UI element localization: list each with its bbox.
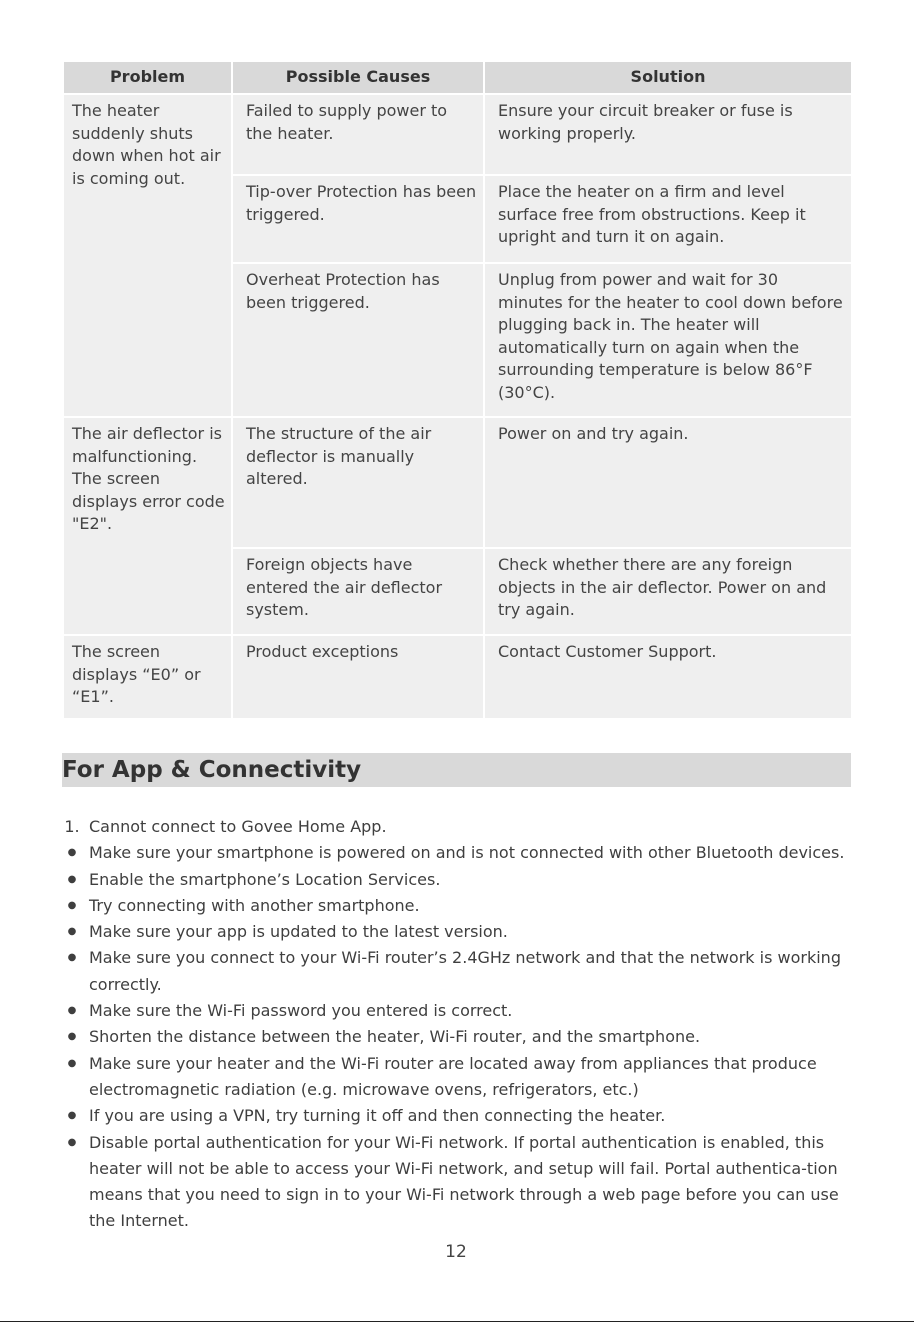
solution-cell: Unplug from power and wait for 30 minutes for the heater to cool down before plugging back in. The heater will automatically turn on again when the surrounding temperature is below 86°F (30°C).: [484, 263, 852, 417]
cause-cell: Overheat Protection has been triggered.: [232, 263, 484, 417]
list-item-text: Make sure your heater and the Wi-Fi router are located away from appliances that produce electromagnetic radiation (e.g. microwave ovens, refrigerators, etc.): [89, 1053, 817, 1099]
solution-cell: Ensure your circuit breaker or fuse is working properly.: [484, 94, 852, 175]
cause-cell: Failed to supply power to the heater.: [232, 94, 484, 175]
list-heading-text: Cannot connect to Govee Home App.: [89, 817, 387, 836]
table-row: [63, 94, 852, 175]
header-solution: Solution: [484, 62, 852, 94]
list-item-heading: [62, 814, 852, 840]
section-title: For App & Connectivity: [62, 753, 851, 787]
bullet-icon: ●: [67, 899, 77, 911]
bullet-icon: ●: [67, 952, 77, 964]
solution-cell: Check whether there are any foreign objects in the air deflector. Power on and try again.: [484, 548, 852, 635]
list-item-text: If you are using a VPN, try turning it off and then connecting the heater.: [89, 1106, 666, 1126]
list-item: [62, 840, 852, 866]
list-item: [62, 1130, 852, 1235]
list-item: [62, 919, 852, 945]
list-item-text: Make sure your smartphone is powered on and is not connected with other Bluetooth devices.: [89, 843, 845, 863]
list-item: [62, 1024, 852, 1050]
list-item: [62, 945, 852, 998]
problem-cell: The heater suddenly shuts down when hot air is coming out.: [63, 94, 232, 417]
page-number: 12: [445, 1242, 467, 1262]
table-header-row: [63, 62, 852, 94]
header-problem: Problem: [63, 62, 232, 94]
list-item-text: Try connecting with another smartphone.: [89, 895, 420, 915]
connectivity-list: [62, 814, 852, 1235]
list-item-text: Shorten the distance between the heater, Wi-Fi router, and the smartphone.: [89, 1027, 701, 1047]
bullet-icon: ●: [67, 1005, 77, 1017]
list-item-text: Make sure you connect to your Wi-Fi router’s 2.4GHz network and that the network is working correctly.: [89, 948, 841, 994]
bullet-icon: ●: [67, 1057, 77, 1069]
cause-cell: Tip-over Protection has been triggered.: [232, 175, 484, 263]
list-item-text: Enable the smartphone’s Location Services.: [89, 869, 441, 889]
bullet-icon: ●: [67, 1110, 77, 1122]
solution-cell: Place the heater on a firm and level surface free from obstructions. Keep it upright and turn it on again.: [484, 175, 852, 263]
cause-cell: Foreign objects have entered the air deflector system.: [232, 548, 484, 635]
solution-cell: Power on and try again.: [484, 417, 852, 548]
list-item: [62, 1103, 852, 1129]
problem-cell: The air deflector is malfunctioning. The screen displays error code "E2".: [63, 417, 232, 635]
bullet-icon: ●: [67, 1136, 77, 1148]
problem-cell: The screen displays “E0” or “E1”.: [63, 635, 232, 719]
bullet-icon: ●: [67, 873, 77, 885]
list-item: [62, 867, 852, 893]
list-item-text: Make sure your app is updated to the latest version.: [89, 922, 508, 942]
list-number: 1.: [64, 817, 80, 836]
list-item: [62, 1051, 852, 1104]
header-possible-causes: Possible Causes: [232, 62, 484, 94]
table-row: [63, 417, 852, 548]
list-item: [62, 998, 852, 1024]
bullet-icon: ●: [67, 926, 77, 938]
bullet-icon: ●: [67, 1031, 77, 1043]
solution-cell: Contact Customer Support.: [484, 635, 852, 719]
list-item: [62, 893, 852, 919]
bottom-divider: [0, 1321, 914, 1322]
cause-cell: The structure of the air deflector is manually altered.: [232, 417, 484, 548]
list-item-text: Disable portal authentication for your Wi-Fi network. If portal authentication is enabled, this heater will not be able to access your Wi-Fi network, and setup will fail. Portal authentica-tion means that you need to sign in to your Wi-Fi network through a web page before you can use the Internet.: [89, 1132, 839, 1231]
list-item-text: Make sure the Wi-Fi password you entered is correct.: [89, 1001, 513, 1021]
bullet-icon: ●: [67, 847, 77, 859]
table-row: [63, 635, 852, 719]
troubleshooting-table: [62, 62, 853, 720]
cause-cell: Product exceptions: [232, 635, 484, 719]
